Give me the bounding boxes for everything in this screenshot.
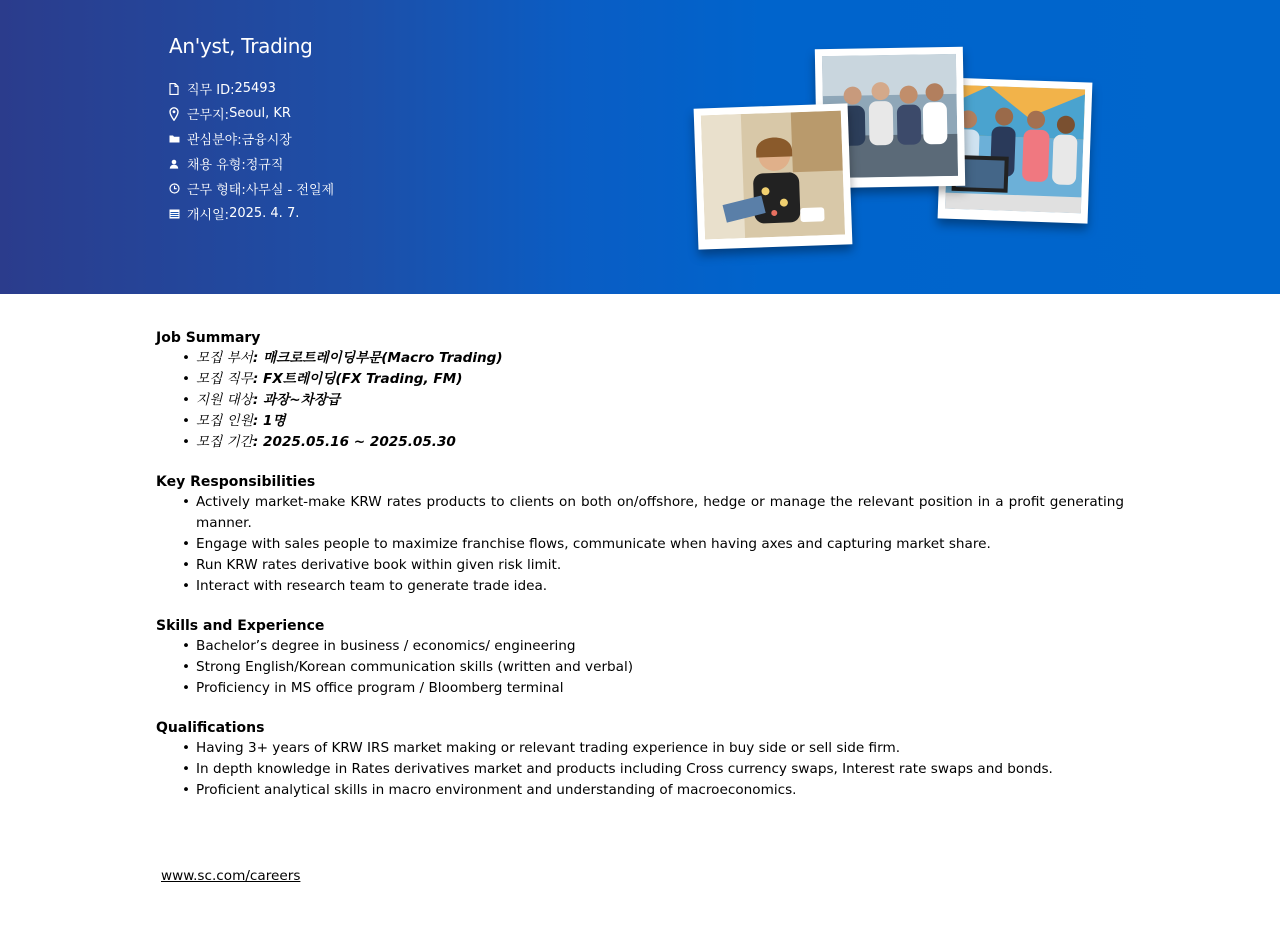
item-label: 모집 기간 xyxy=(196,434,253,450)
list-item: • Engage with sales people to maximize franchise flows, communicate when having axes and capturing market share. xyxy=(196,534,1124,555)
responsibilities-list xyxy=(156,492,1124,597)
list-item: • Proficiency in MS office program / Bloomberg terminal xyxy=(196,678,1124,699)
item-label: 모집 부서 xyxy=(196,350,253,366)
list-item xyxy=(196,348,1124,369)
meta-location xyxy=(169,101,334,126)
responsibilities-section xyxy=(156,472,1124,597)
meta-value: 정규직 xyxy=(245,158,284,173)
list-item: • Bachelor’s degree in business / economics/ engineering xyxy=(196,636,1124,657)
item-value: : FX트레이딩(FX Trading, FM) xyxy=(252,371,463,387)
meta-value: 25493 xyxy=(234,81,276,96)
list-item: • Interact with research team to generate trade idea. xyxy=(196,576,1124,597)
meta-label: 직무 ID: xyxy=(187,83,235,98)
list-item: • Actively market-make KRW rates products to clients on both on/offshore, hedge or manage the relevant position in a profit generating manner. xyxy=(196,492,1124,534)
item-label: 모집 직무 xyxy=(196,371,253,387)
job-info xyxy=(169,34,334,226)
list-item xyxy=(196,432,1124,453)
meta-value: 사무실 - 전일제 xyxy=(245,183,335,198)
person-icon xyxy=(169,159,187,169)
job-title: An'yst, Trading xyxy=(169,34,313,58)
item-value: : 매크로트레이딩부문(Macro Trading) xyxy=(252,350,503,366)
skills-list xyxy=(156,636,1124,699)
document-icon xyxy=(169,83,187,95)
calendar-icon xyxy=(169,209,187,219)
job-summary-list xyxy=(156,348,1124,453)
team-photo-collage xyxy=(690,40,1100,260)
list-item xyxy=(196,369,1124,390)
meta-job-id xyxy=(169,76,334,101)
folder-icon xyxy=(169,134,187,143)
item-label: 모집 인원 xyxy=(196,413,253,429)
list-item: • Strong English/Korean communication skills (written and verbal) xyxy=(196,657,1124,678)
meta-label: 근무지: xyxy=(187,108,230,123)
section-title: Job Summary xyxy=(156,330,261,346)
list-item xyxy=(196,411,1124,432)
item-value: : 2025.05.16 ~ 2025.05.30 xyxy=(252,434,456,450)
meta-employment-type xyxy=(169,151,334,176)
clock-icon xyxy=(169,183,187,194)
list-item: • Proficient analytical skills in macro environment and understanding of macroeconomics. xyxy=(196,780,1124,801)
list-item: • Having 3+ years of KRW IRS market making or relevant trading experience in buy side or sell side firm. xyxy=(196,738,1124,759)
meta-work-type xyxy=(169,176,334,201)
qualifications-section xyxy=(156,718,1124,801)
job-header-banner xyxy=(0,0,1280,294)
meta-label: 근무 형태: xyxy=(187,183,246,198)
meta-label: 채용 유형: xyxy=(187,158,246,173)
item-value: : 과장~차장급 xyxy=(252,392,341,408)
skills-section xyxy=(156,616,1124,699)
location-pin-icon xyxy=(169,107,187,121)
list-item: • Run KRW rates derivative book within given risk limit. xyxy=(196,555,1124,576)
photo-woman-tablet xyxy=(694,103,853,249)
section-title: Qualifications xyxy=(156,720,265,736)
job-description xyxy=(156,328,1124,820)
job-summary-section xyxy=(156,328,1124,453)
meta-value: 금융시장 xyxy=(241,133,292,148)
qualifications-list xyxy=(156,738,1124,801)
section-title: Key Responsibilities xyxy=(156,474,316,490)
meta-label: 관심분야: xyxy=(187,133,242,148)
meta-interest-area xyxy=(169,126,334,151)
section-title: Skills and Experience xyxy=(156,618,325,634)
meta-value: 2025. 4. 7. xyxy=(229,206,300,221)
meta-value: Seoul, KR xyxy=(229,106,291,121)
list-item: • In depth knowledge in Rates derivatives market and products including Cross currency swaps, Interest rate swaps and bonds. xyxy=(196,759,1124,780)
careers-link[interactable]: www.sc.com/careers xyxy=(161,868,301,884)
item-label: 지원 대상 xyxy=(196,392,253,408)
item-value: : 1명 xyxy=(252,413,286,429)
meta-label: 개시일: xyxy=(187,208,230,223)
list-item xyxy=(196,390,1124,411)
meta-start-date xyxy=(169,201,334,226)
